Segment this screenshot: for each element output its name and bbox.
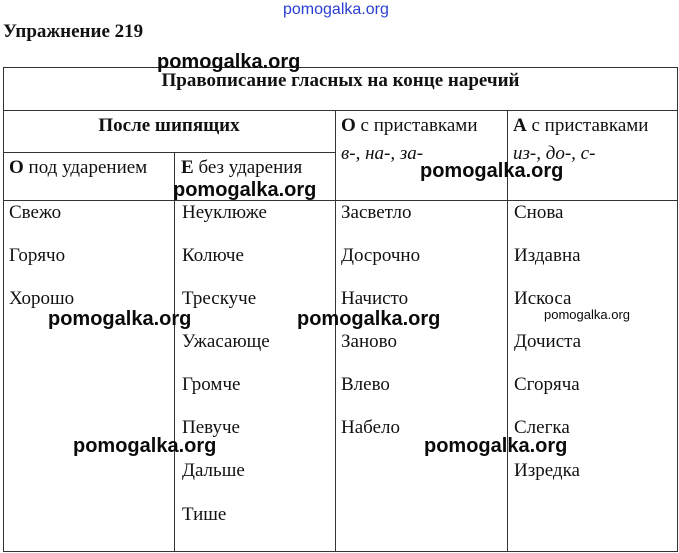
exercise-heading: Упражнение 219	[3, 21, 144, 42]
word-col2-1: Неуклюже	[182, 202, 267, 223]
header-divider	[3, 200, 678, 201]
watermark: pomogalka.org	[297, 308, 441, 330]
watermark-top: pomogalka.org	[283, 1, 389, 18]
word-col4-7: Изредка	[514, 460, 580, 481]
word-col3-3: Начисто	[341, 288, 409, 309]
word-col4-1: Снова	[514, 202, 564, 223]
watermark: pomogalka.org	[73, 435, 217, 457]
header-a-prefix-letter: А	[513, 115, 527, 136]
watermark: pomogalka.org	[157, 51, 301, 73]
word-col2-8: Тише	[182, 504, 227, 525]
watermark: pomogalka.org	[173, 179, 317, 201]
word-col4-6: Слегка	[514, 417, 570, 438]
header-o-text: под ударением	[23, 157, 148, 178]
watermark: pomogalka.org	[424, 435, 568, 457]
header-e-unstressed	[181, 157, 302, 179]
word-col1-3: Хорошо	[9, 288, 75, 309]
word-col3-6: Набело	[341, 417, 400, 438]
table-border-left	[3, 67, 4, 552]
word-col2-6: Певуче	[182, 417, 240, 438]
word-col2-5: Громче	[182, 374, 241, 395]
table-title: Правописание гласных на конце наречий	[161, 70, 520, 91]
word-col3-4: Заново	[341, 331, 397, 352]
header-a-prefix-list: из-, до-, с-	[513, 143, 596, 164]
table-border-right	[677, 67, 678, 552]
watermark: pomogalka.org	[544, 307, 630, 322]
col-divider-1	[174, 152, 175, 552]
subheader-divider	[3, 152, 335, 153]
word-col3-1: Засветло	[341, 202, 412, 223]
col-divider-2	[335, 110, 336, 552]
word-col4-3: Искоса	[514, 288, 572, 309]
header-o-prefix-text: с приставками	[355, 115, 478, 136]
title-row-divider	[3, 110, 678, 111]
word-col2-2: Колюче	[182, 245, 244, 266]
header-e-letter: Е	[181, 157, 194, 178]
header-o-prefix-list: в-, на-, за-	[341, 143, 424, 164]
header-o-letter: О	[9, 157, 24, 178]
table-border-bottom	[3, 551, 678, 552]
header-o-prefix-letter: О	[341, 115, 356, 136]
table-border-top	[3, 67, 678, 68]
header-o-prefixes	[341, 115, 478, 137]
header-e-text: без ударения	[193, 157, 303, 178]
word-col1-2: Горячо	[9, 245, 66, 266]
header-a-prefix-text: с приставками	[526, 115, 649, 136]
word-col2-3: Трескуче	[182, 288, 257, 309]
word-col4-4: Дочиста	[514, 331, 582, 352]
word-col4-5: Сгоряча	[514, 374, 580, 395]
word-col3-2: Досрочно	[341, 245, 421, 266]
header-a-prefixes	[513, 115, 648, 137]
header-after-sibilants: После шипящих	[98, 115, 240, 136]
word-col3-5: Влево	[341, 374, 390, 395]
word-col4-2: Издавна	[514, 245, 581, 266]
word-col2-7: Дальше	[182, 460, 245, 481]
word-col2-4: Ужасающе	[182, 331, 270, 352]
word-col1-1: Свежо	[9, 202, 62, 223]
header-o-stressed	[9, 157, 147, 179]
watermark: pomogalka.org	[420, 160, 564, 182]
watermark: pomogalka.org	[48, 308, 192, 330]
